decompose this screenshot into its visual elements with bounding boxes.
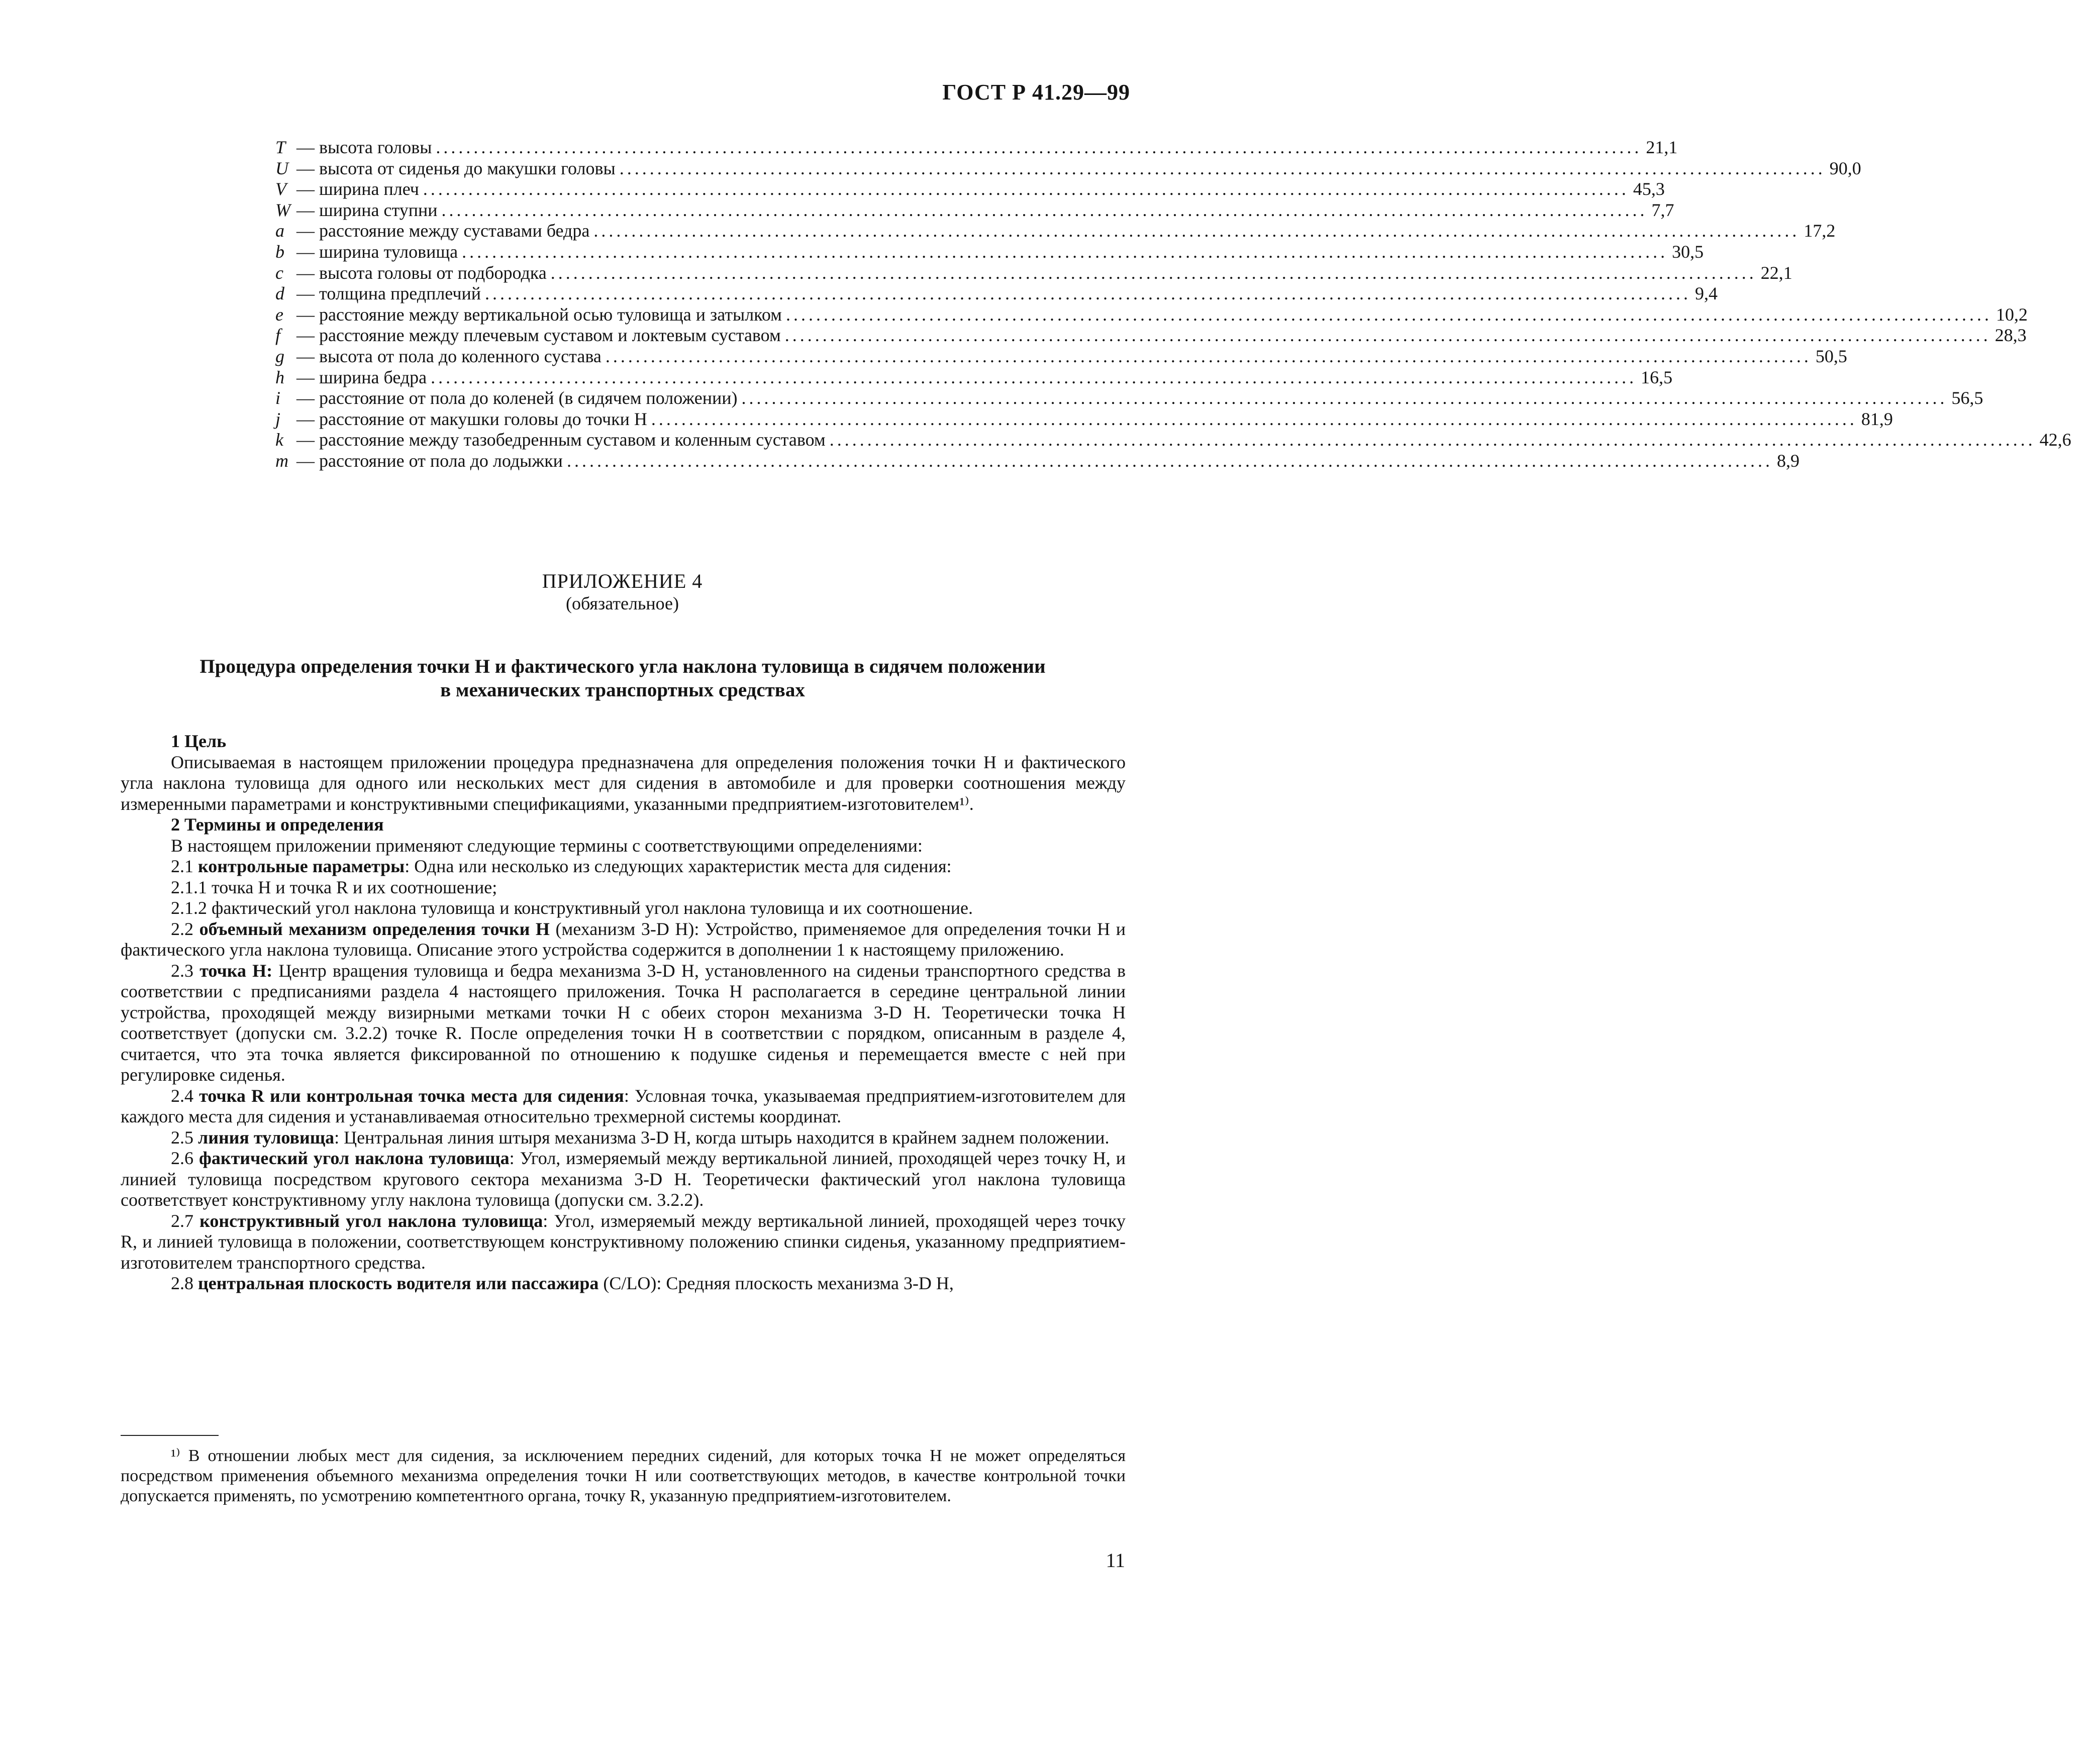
definition-text: : Центральная линия штыря механизма 3-D H, когда штырь находится в крайнем заднем положении. (334, 1127, 1110, 1148)
definition-text: (C/LO): Средняя плоскость механизма 3-D H, (598, 1273, 954, 1293)
dimension-label: — расстояние от пола до коленей (в сидячем положении) (296, 388, 738, 408)
definition (121, 961, 1126, 1086)
dimension-value: 17,2 (1804, 221, 1836, 241)
footnote (121, 1446, 1126, 1506)
dimension-value: 28,3 (1994, 325, 2027, 346)
dimension-row (275, 158, 1861, 179)
clause-number: 2.8 (171, 1273, 193, 1293)
dimension-symbol: j (275, 408, 281, 429)
defined-term: точка H: (199, 960, 273, 981)
definition (121, 1148, 1126, 1211)
dimension-row (275, 367, 1673, 388)
dimension-symbol: m (275, 450, 288, 471)
dimension-label: — расстояние между плечевым суставом и локтевым суставом (296, 325, 781, 346)
dot-leader: ................................................................................................................................................................ (423, 179, 1629, 199)
dimension-symbol: W (275, 199, 290, 220)
paragraph: В настоящем приложении применяют следующие термины с соответствующими определениями: (171, 835, 923, 856)
dimension-row (275, 429, 2071, 450)
dot-leader: ................................................................................................................................................................ (566, 450, 1773, 471)
dimension-value: 90,0 (1829, 158, 1861, 178)
dimension-list (275, 137, 2071, 471)
dimension-row (275, 325, 2027, 346)
clause-number: 2.6 (171, 1148, 193, 1168)
dimension-row (275, 450, 1799, 471)
paragraph: Описываемая в настоящем приложении процедура предназначена для определения положения точки H и фактического угла наклона туловища для одного или нескольких мест для сидения в автомобиле и для проверки соотношения между измеренными параметрами и конструктивными спецификациями, указанными предприятием-изготовителем¹⁾. (121, 752, 1126, 814)
dimension-row (275, 304, 2028, 325)
dimension-value: 16,5 (1641, 367, 1673, 387)
dimension-symbol: g (275, 346, 284, 366)
clause-number: 2.2 (171, 918, 193, 939)
clause-number: 2.7 (171, 1210, 193, 1231)
dimension-label: — высота головы от подбородка (296, 262, 547, 283)
clause-number: 2.1 (171, 856, 193, 876)
dot-leader: ................................................................................................................................................................ (829, 430, 2036, 450)
dimension-symbol: c (275, 262, 283, 283)
dot-leader: ................................................................................................................................................................ (784, 325, 1991, 346)
page-number: 11 (1106, 1549, 1125, 1572)
definition (121, 856, 1126, 877)
dimension-row (275, 346, 1847, 367)
defined-term: центральная плоскость водителя или пассажира (198, 1273, 599, 1293)
dot-leader: ................................................................................................................................................................ (550, 262, 1757, 283)
dimension-symbol: e (275, 304, 283, 325)
definition-text: Центр вращения туловища и бедра механизма 3-D H, установленного на сиденьи транспортного средства в соответствии с предписаниями раздела 4 настоящего приложения. Точка H располагается в середине центральной линии устройства, проходящей между визирными метками точки H с обеих сторон механизма 3-D H. Теоретически точка H соответствует (допуски см. 3.2.2) точке R. После определения точки H в соответствии с порядком, описанным в разделе 4, считается, что эта точка является фиксированной по отношению к подушке сиденья и перемещается вместе с ней при регулировке сиденья. (121, 960, 1126, 1085)
dimension-label: — ширина ступни (296, 199, 438, 220)
dimension-row (275, 178, 1665, 199)
paragraph: 2.1.2 фактический угол наклона туловища и конструктивный угол наклона туловища и их соотношение. (171, 898, 973, 918)
section-heading: 2 Термины и определения (171, 814, 384, 835)
dimension-row (275, 283, 1718, 304)
dimension-value: 50,5 (1815, 346, 1847, 366)
definition-text: : Угол, измеряемый между вертикальной линией, проходящей через точку R, и линией туловища в положении, соответствующем конструктивному положению спинки сиденья, указанному предприятием-изготовителем транспортного средства. (121, 1210, 1126, 1273)
defined-term: конструктивный угол наклона туловища (199, 1210, 543, 1231)
dot-leader: ................................................................................................................................................................ (485, 283, 1691, 304)
definition (121, 1273, 1126, 1294)
dimension-value: 30,5 (1672, 241, 1704, 262)
dimension-row (275, 262, 1792, 283)
dot-leader: ................................................................................................................................................................ (431, 367, 1637, 387)
clause-number: 2.3 (171, 960, 193, 981)
dimension-value: 7,7 (1651, 199, 1674, 220)
definition-text: (механизм 3-D H): Устройство, применяемое для определения точки H и фактического угла наклона туловища. Описание этого устройства содержится в дополнении 1 к настоящему приложению. (121, 918, 1126, 960)
defined-term: линия туловища (198, 1127, 335, 1148)
footnote-separator (121, 1435, 219, 1436)
defined-term: фактический угол наклона туловища (198, 1148, 510, 1168)
dimension-value: 9,4 (1695, 283, 1718, 304)
dimension-value: 8,9 (1776, 450, 1799, 471)
dot-leader: ................................................................................................................................................................ (619, 158, 1826, 178)
dimension-value: 22,1 (1760, 262, 1792, 283)
title-line: Процедура определения точки H и фактического угла наклона туловища в сидячем положении (199, 656, 1046, 677)
dimension-value: 42,6 (2039, 430, 2071, 450)
dimension-symbol: V (275, 179, 286, 199)
dimension-symbol: h (275, 367, 284, 387)
dimension-value: 21,1 (1646, 137, 1678, 157)
footnote-text: ¹⁾ В отношении любых мест для сидения, за исключением передних сидений, для которых точка H не может определяться посредством применения объемного механизма определения точки H или соответствующих методов, в качестве контрольной точки допускается применять, по усмотрению компетентного органа, точку R, указанную предприятием-изготовителем. (121, 1446, 1126, 1505)
paragraph: 2.1.1 точка H и точка R и их соотношение; (171, 877, 497, 897)
dimension-value: 56,5 (1951, 388, 1983, 408)
defined-term: точка R или контрольная точка места для сидения (199, 1085, 624, 1106)
definition (121, 1127, 1126, 1149)
dot-leader: ................................................................................................................................................................ (785, 304, 1992, 325)
definition-text: : Угол, измеряемый между вертикальной линией, проходящей через точку H, и линией туловища посредством кругового сектора механизма 3-D H. Теоретически фактический угол наклона туловища соответствует конструктивному углу наклона туловища (допуски см. 3.2.2). (121, 1148, 1126, 1210)
dimension-row (275, 408, 1893, 430)
dot-leader: ................................................................................................................................................................ (436, 137, 1642, 157)
dimension-symbol: k (275, 430, 283, 450)
dimension-label: — высота от пола до коленного сустава (296, 346, 602, 366)
dimension-row (275, 199, 1674, 221)
dimension-label: — расстояние от макушки головы до точки H (296, 408, 647, 429)
dimension-label: — ширина бедра (296, 367, 427, 387)
dimension-symbol: b (275, 241, 284, 262)
dimension-label: — расстояние между суставами бедра (296, 221, 590, 241)
dot-leader: ................................................................................................................................................................ (462, 241, 1668, 262)
dimension-label: — ширина плеч (296, 179, 419, 199)
dot-leader: ................................................................................................................................................................ (651, 408, 1857, 429)
definition (121, 1086, 1126, 1127)
dot-leader: ................................................................................................................................................................ (605, 346, 1812, 366)
dot-leader: ................................................................................................................................................................ (593, 221, 1800, 241)
dimension-label: — ширина туловища (296, 241, 458, 262)
dimension-value: 45,3 (1633, 179, 1665, 199)
document-code: ГОСТ Р 41.29—99 (942, 80, 1130, 105)
definition-text: : Одна или несколько из следующих характеристик места для сидения: (405, 856, 952, 876)
dimension-symbol: i (275, 388, 281, 408)
dimension-symbol: T (275, 137, 286, 157)
definition (121, 919, 1126, 961)
dimension-label: — расстояние между вертикальной осью туловища и затылком (296, 304, 782, 325)
section-title (121, 655, 1125, 702)
dimension-symbol: f (275, 325, 281, 346)
dimension-row (275, 241, 1704, 262)
dimension-value: 10,2 (1995, 304, 2028, 325)
dimension-symbol: U (275, 158, 288, 178)
dimension-label: — высота от сиденья до макушки головы (296, 158, 616, 178)
dimension-symbol: a (275, 221, 284, 241)
dimension-label: — толщина предплечий (296, 283, 481, 304)
body-text (121, 731, 1126, 1294)
clause-number: 2.5 (171, 1127, 193, 1148)
definition-text: : Условная точка, указываемая предприятием-изготовителем для каждого места для сидения и устанавливаемая относительно трехмерной системы координат. (121, 1085, 1126, 1126)
clause-number: 2.4 (171, 1085, 193, 1106)
appendix-label: ПРИЛОЖЕНИЕ 4 (542, 570, 703, 592)
dot-leader: ................................................................................................................................................................ (741, 388, 1948, 408)
dimension-row (275, 387, 1983, 408)
section-heading: 1 Цель (171, 731, 227, 751)
dimension-row (275, 137, 1678, 158)
defined-term: объемный механизм определения точки H (199, 918, 550, 939)
dimension-label: — расстояние между тазобедренным суставом и коленным суставом (296, 430, 826, 450)
dot-leader: ................................................................................................................................................................ (441, 199, 1648, 220)
dimension-value: 81,9 (1861, 408, 1893, 429)
dimension-row (275, 220, 1836, 241)
dimension-label: — высота головы (296, 137, 432, 157)
appendix-status: (обязательное) (566, 593, 679, 613)
title-line: в механических транспортных средствах (440, 679, 805, 701)
dimension-symbol: d (275, 283, 284, 304)
dimension-label: — расстояние от пола до лодыжки (296, 450, 563, 471)
definition (121, 1211, 1126, 1274)
defined-term: контрольные параметры (198, 856, 405, 876)
